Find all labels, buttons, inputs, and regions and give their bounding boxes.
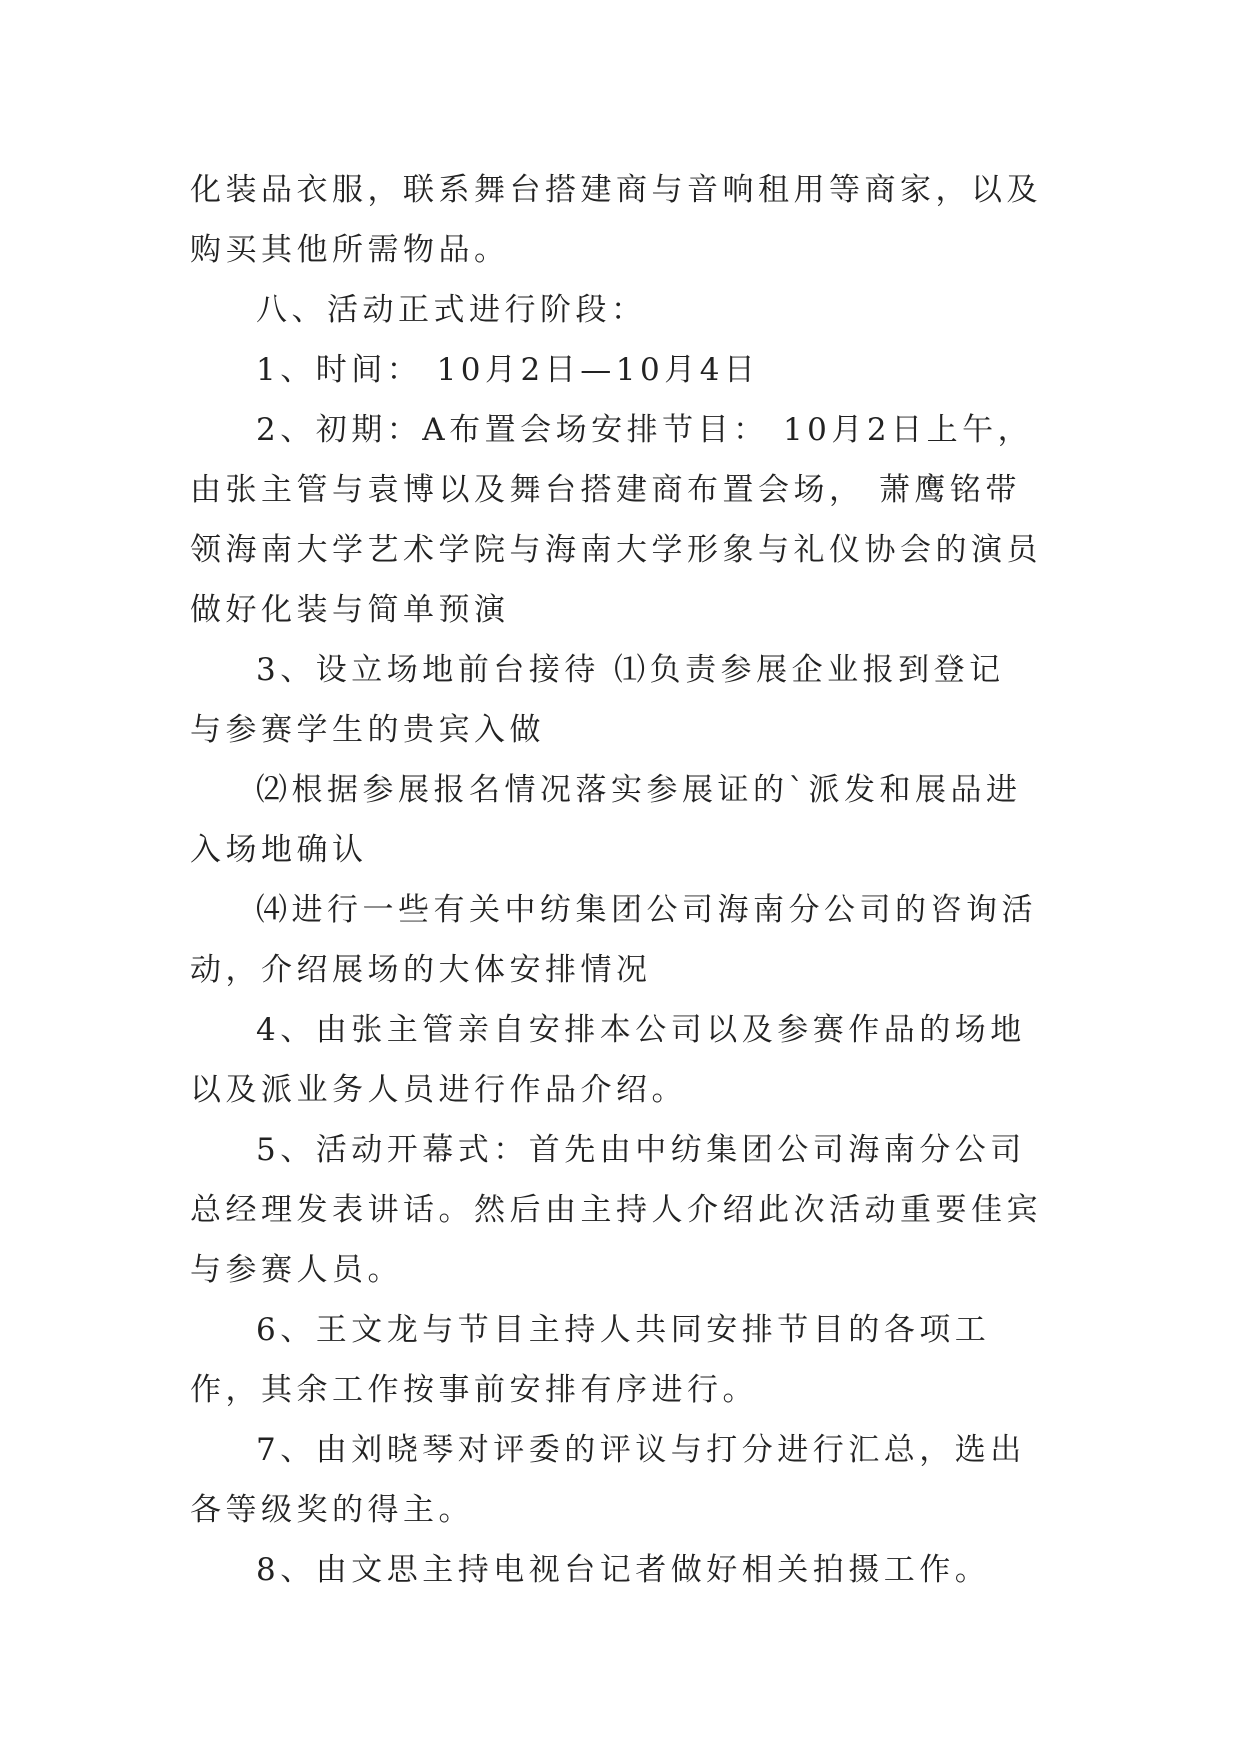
paragraph-continued: 化装品衣服，联系舞台搭建商与音响租用等商家，以及购买其他所需物品。 [190, 172, 1042, 268]
paragraph-filming: 8、由文思主持电视台记者做好相关拍摄工作。 [256, 1552, 991, 1588]
paragraph-opening-ceremony: 5、活动开幕式：首先由中纺集团公司海南分公司总经理发表讲话。然后由主持人介绍此次活动重要佳宾与参赛人员。 [190, 1132, 1042, 1288]
section-heading-eight: 八、活动正式进行阶段： [256, 292, 647, 328]
paragraph-judging: 7、由刘晓琴对评委的评议与打分进行汇总，选出各等级奖的得主。 [190, 1432, 1026, 1528]
paragraph-program-arrangement: 6、王文龙与节目主持人共同安排节目的各项工作，其余工作按事前安排有序进行。 [190, 1312, 991, 1408]
paragraph-initial-phase: 2、初期：A布置会场安排节目： 10月2日上午，由张主管与袁博以及舞台搭建商布置会场， 萧鹰铭带领海南大学艺术学院与海南大学形象与礼仪协会的演员做好化装与简单预演 [190, 412, 1042, 628]
paragraph-consultation: ⑷进行一些有关中纺集团公司海南分公司的咨询活动，介绍展场的大体安排情况 [190, 892, 1037, 988]
paragraph-time: 1、时间： 10月2日—10月4日 [256, 352, 760, 388]
paragraph-venue-arrangement: 4、由张主管亲自安排本公司以及参赛作品的场地以及派业务人员进行作品介绍。 [190, 1012, 1026, 1108]
document-body [190, 160, 1050, 1600]
paragraph-front-desk: 3、设立场地前台接待 ⑴负责参展企业报到登记 与参赛学生的贵宾入做 [190, 652, 1005, 748]
paragraph-exhibit-pass: ⑵根据参展报名情况落实参展证的`派发和展品进入场地确认 [190, 772, 1022, 868]
